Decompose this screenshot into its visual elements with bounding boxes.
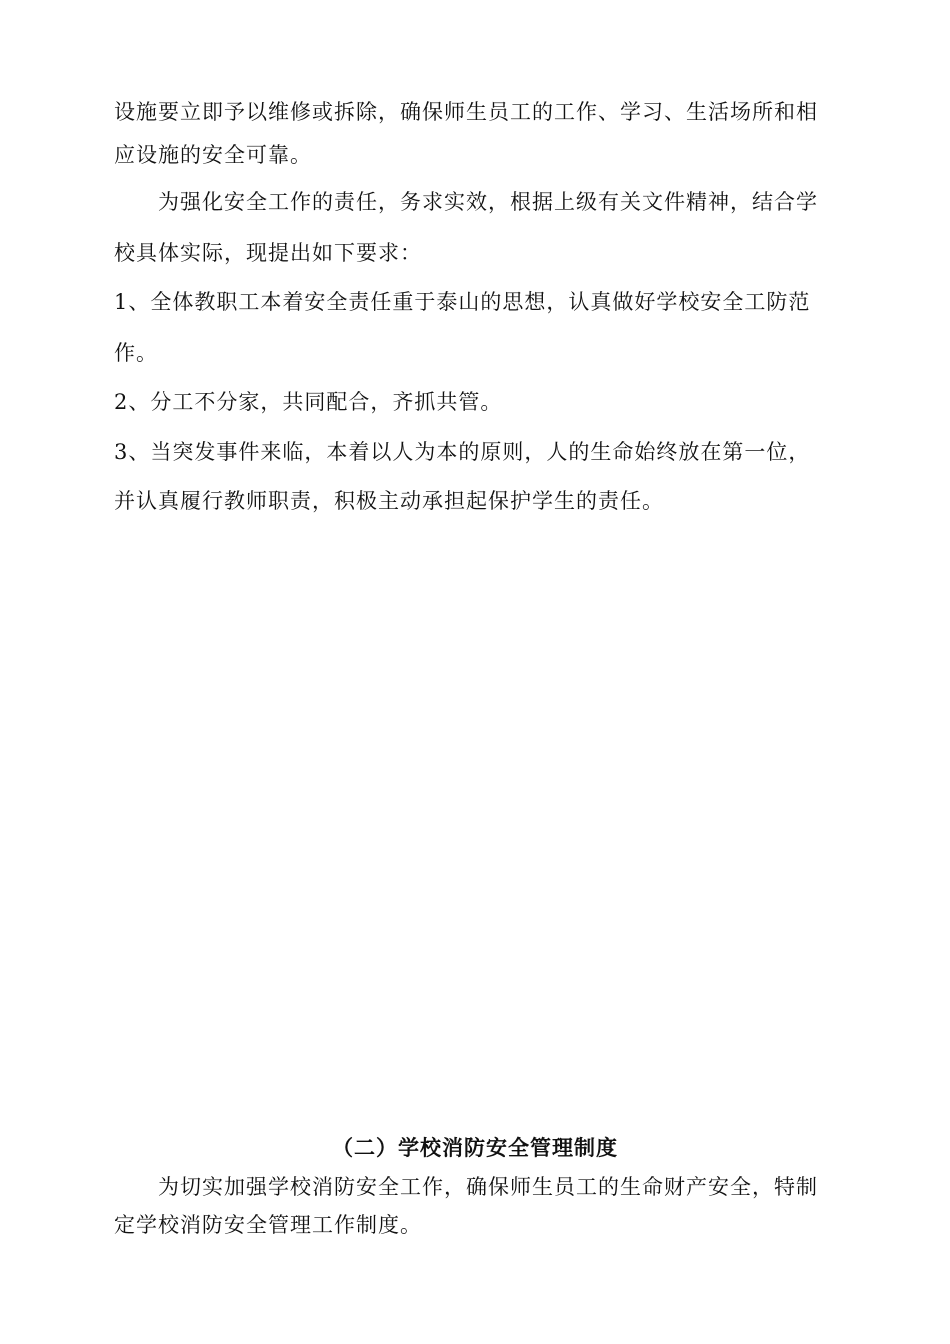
- paragraph-line: 设施要立即予以维修或拆除，确保师生员工的工作、学习、生活场所和相: [114, 100, 818, 124]
- list-item-line: 作。: [114, 341, 158, 365]
- list-item-line: 并认真履行教师职责，积极主动承担起保护学生的责任。: [114, 489, 664, 513]
- paragraph-line: 为切实加强学校消防安全工作，确保师生员工的生命财产安全，特制: [158, 1175, 818, 1199]
- list-item-line: 3、当突发事件来临，本着以人为本的原则，人的生命始终放在第一位，: [114, 440, 811, 464]
- paragraph-line: 应设施的安全可靠。: [114, 143, 312, 167]
- section-heading: （二）学校消防安全管理制度: [332, 1136, 618, 1160]
- list-item-line: 2、分工不分家，共同配合，齐抓共管。: [114, 390, 503, 414]
- paragraph-line: 为强化安全工作的责任，务求实效，根据上级有关文件精神，结合学: [158, 190, 818, 214]
- paragraph-line: 校具体实际，现提出如下要求：: [114, 241, 422, 265]
- paragraph-line: 定学校消防安全管理工作制度。: [114, 1213, 422, 1237]
- list-item-line: 1、全体教职工本着安全责任重于泰山的思想，认真做好学校安全工防范: [114, 290, 811, 314]
